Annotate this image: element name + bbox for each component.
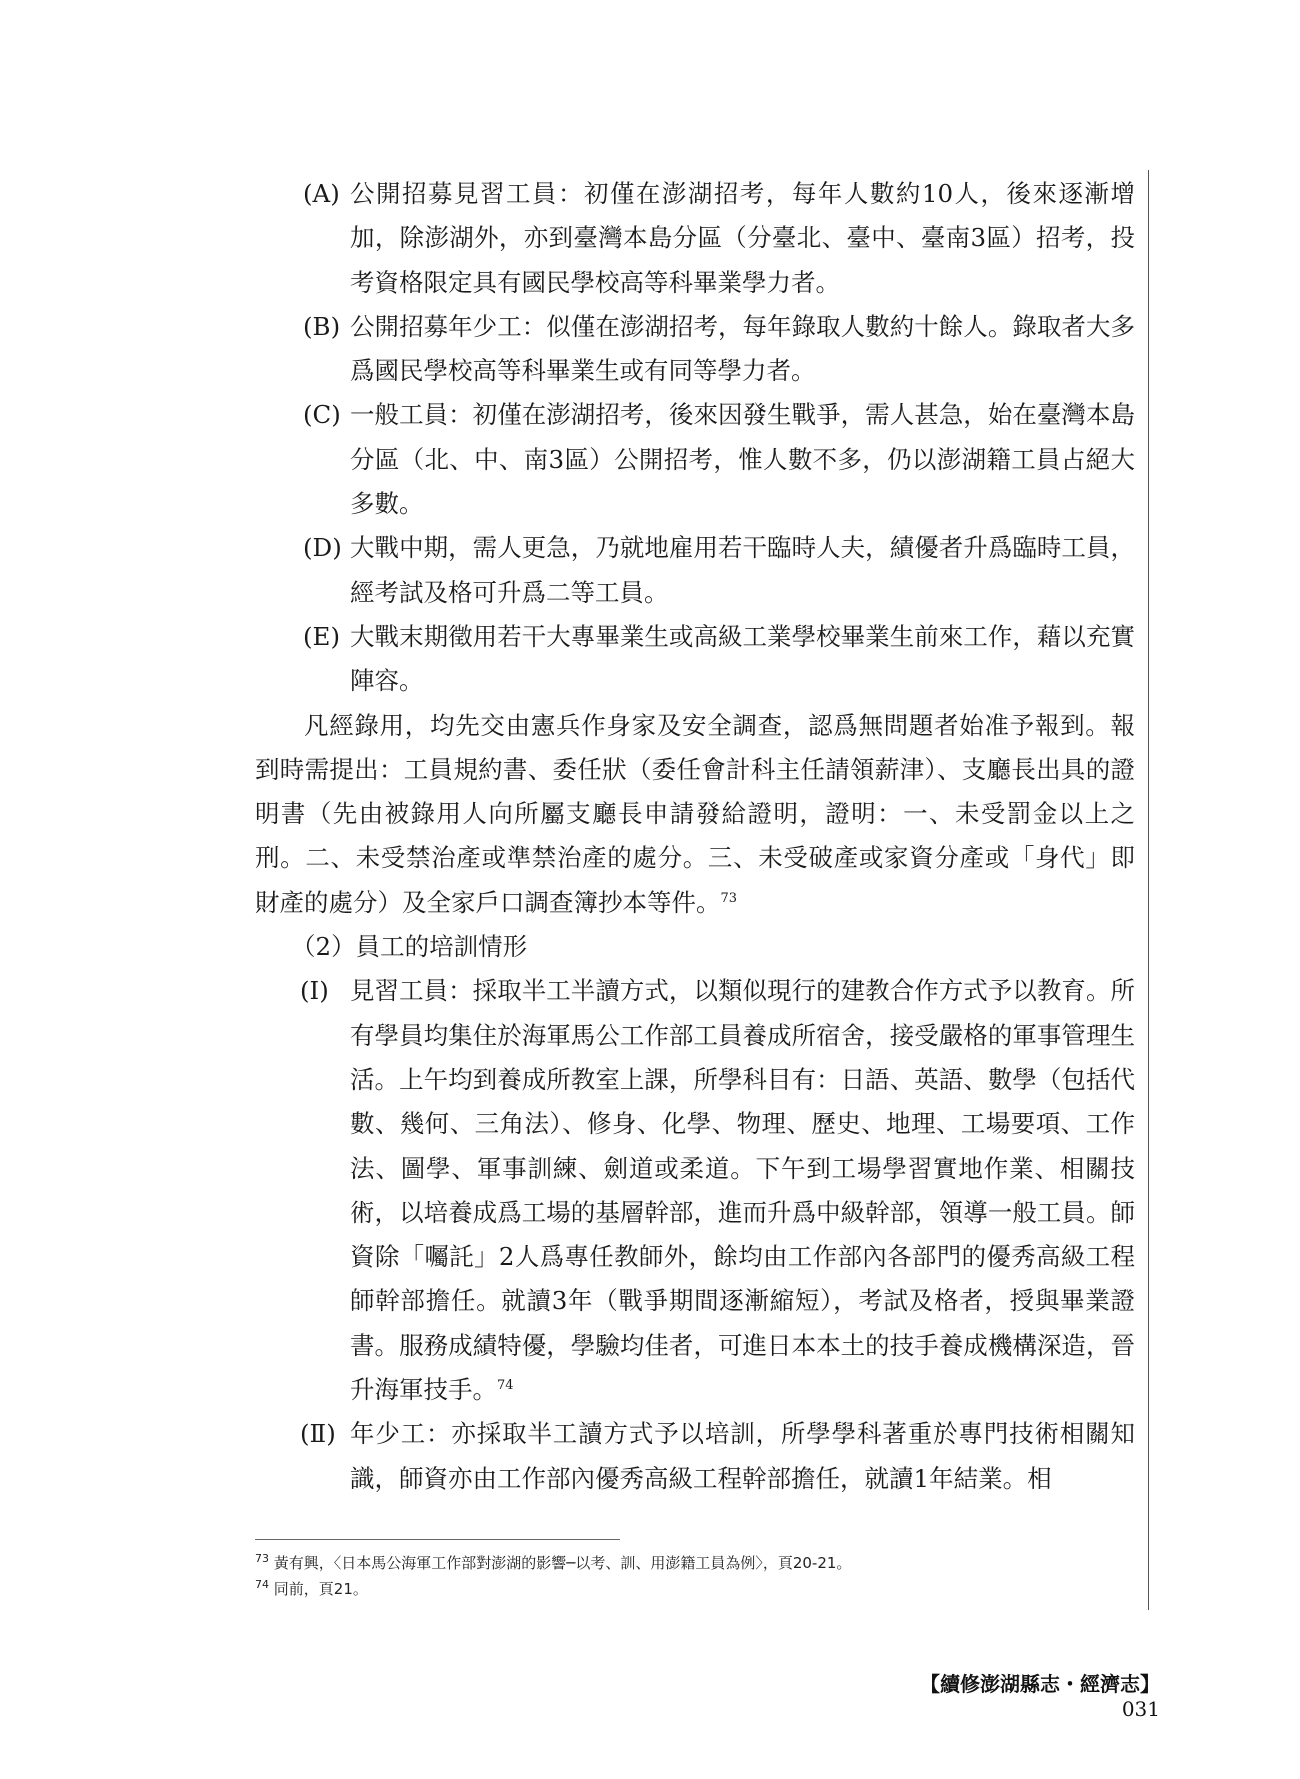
list-item-roman-2 (255, 1412, 1135, 1501)
footnote-ref-73[interactable]: 73 (720, 890, 738, 906)
footnote-text: 黃有興，〈日本馬公海軍工作部對澎湖的影響─以考、訓、用澎籍工員為例〉，頁20-21。 (273, 1554, 852, 1572)
list-item-e (255, 615, 1135, 704)
margin-rule (1148, 170, 1149, 1610)
item-text: 大戰末期徵用若干大專畢業生或高級工業學校畢業生前來工作，藉以充實陣容。 (350, 621, 1135, 696)
paragraph-text: 凡經錄用，均先交由憲兵作身家及安全調查，認爲無問題者始准予報到。報到時需提出：工員規約書、委任狀（委任會計科主任請領薪津）、支廳長出具的證明書（先由被錄用人向所屬支廳長申請發給證明，證明：一、未受罰金以上之刑。二、未受禁治產或準禁治產的處分。三、未受破產或家資分產或「身代」即財產的處分）及全家戶口調查簿抄本等件。 (255, 710, 1135, 917)
footnote-74 (255, 1576, 1135, 1602)
list-item-a (255, 172, 1135, 305)
item-marker: (B) (303, 311, 341, 341)
item-marker: (A) (303, 179, 340, 208)
item-text: 見習工員：採取半工半讀方式，以類似現行的建教合作方式予以教育。所有學員均集住於海軍馬公工作部工員養成所宿舍，接受嚴格的軍事管理生活。上午均到養成所教室上課，所學科目有：日語、英語、數學（包括代數、幾何、三角法）、修身、化學、物理、歷史、地理、工場要項、工作法、圖學、軍事訓練、劍道或柔道。下午到工場學習實地作業、相關技術，以培養成爲工場的基層幹部，進而升爲中級幹部，領導一般工員。師資除「囑託」2人爲專任教師外，餘均由工作部內各部門的優秀高級工程師幹部擔任。就讀3年（戰爭期間逐漸縮短），考試及格者，授與畢業證書。服務成績特優，學驗均佳者，可進日本本土的技手養成機構深造，晉升海軍技手。 (350, 976, 1135, 1405)
list-item-roman-1 (255, 969, 1135, 1412)
recruitment-paragraph (255, 704, 1135, 925)
item-text: 公開招募年少工：似僅在澎湖招考，每年錄取人數約十餘人。錄取者大多爲國民學校高等科畢業生或有同等學力者。 (350, 311, 1135, 386)
list-item-d (255, 526, 1135, 615)
list-item-c (255, 393, 1135, 526)
item-text: 大戰中期，需人更急，乃就地雇用若干臨時人夫，績優者升爲臨時工員，經考試及格可升爲二等工員。 (350, 533, 1135, 607)
footnotes (255, 1550, 1135, 1602)
footnote-divider (255, 1539, 620, 1540)
item-text: 一般工員：初僅在澎湖招考，後來因發生戰爭，需人甚急，始在臺灣本島分區（北、中、南3區）公開招考，惟人數不多，仍以澎湖籍工員占絕大多數。 (350, 400, 1135, 519)
book-title: 【續修澎湖縣志・經濟志】 (920, 1672, 1160, 1696)
item-marker: (C) (303, 400, 341, 430)
footnote-number: 73 (255, 1552, 269, 1565)
footnote-text: 同前，頁21。 (273, 1580, 368, 1598)
page-number: 031 (1121, 1697, 1160, 1721)
body-text (255, 172, 1135, 1501)
item-text: 年少工：亦採取半工讀方式予以培訓，所學學科著重於專門技術相關知識，師資亦由工作部內優秀高級工程幹部擔任，就讀1年結業。相 (350, 1419, 1135, 1493)
item-marker: (E) (303, 621, 341, 651)
footnote-number: 74 (255, 1578, 269, 1591)
item-marker: (D) (303, 533, 342, 563)
item-marker: (Ⅱ) (300, 1419, 336, 1449)
item-text: 公開招募見習工員：初僅在澎湖招考，每年人數約10人，後來逐漸增加，除澎湖外，亦到臺灣本島分區（分臺北、臺中、臺南3區）招考，投考資格限定具有國民學校高等科畢業學力者。 (350, 179, 1135, 297)
list-item-b (255, 305, 1135, 394)
running-footer (880, 1668, 1160, 1721)
footnote-73 (255, 1550, 1135, 1576)
section-subheading: （2）員工的培訓情形 (291, 932, 528, 962)
item-marker: (Ⅰ) (300, 976, 329, 1006)
footnote-ref-74[interactable]: 74 (497, 1377, 514, 1393)
